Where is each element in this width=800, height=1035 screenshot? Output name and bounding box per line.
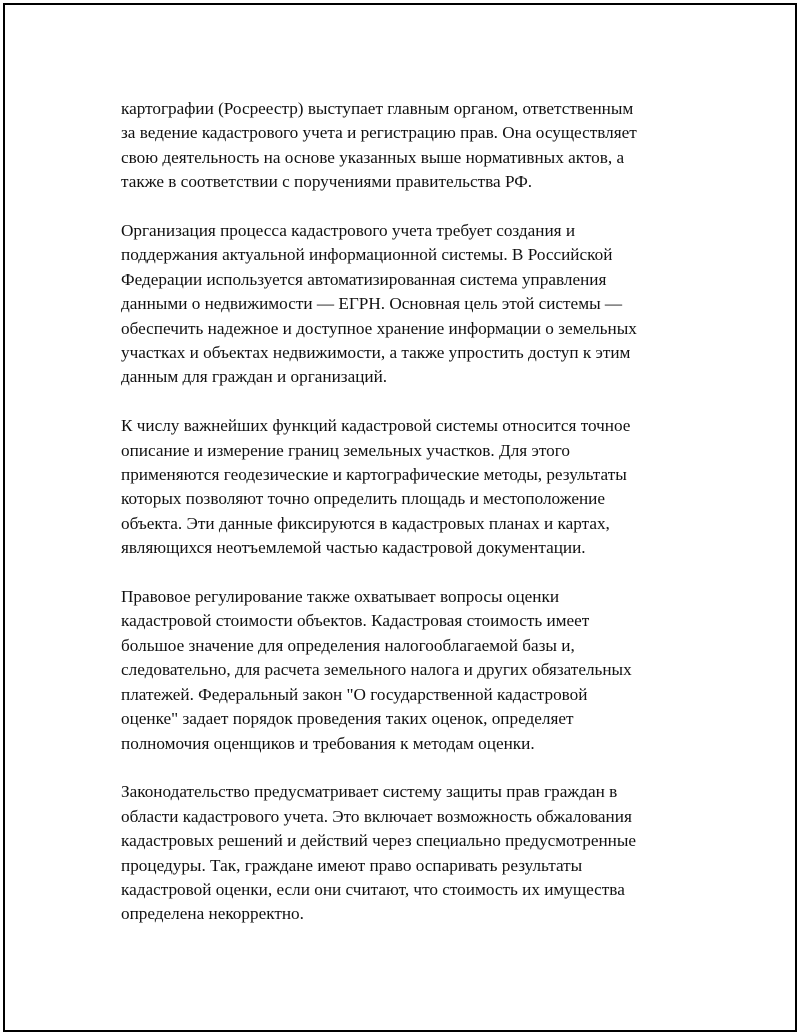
paragraph-3: К числу важнейших функций кадастровой системы относится точное описание и измерение границ земельных участков. Для этого применяются геодезические и картографические методы, результаты которых позволяют точно определить площадь и местоположение объекта. Эти данные фиксируются в кадастровых планах и картах, являющихся неотъемлемой частью кадастровой документации. — [121, 416, 631, 558]
paragraph-2: Организация процесса кадастрового учета требует создания и поддержания актуальной информационной системы. В Российской Федерации используется автоматизированная система управления данными о недвижимости — ЕГРН. Основная цель этой системы — обеспечить надежное и доступное хранение информации о земельных участках и объектах недвижимости, а также упростить доступ к этим данным для граждан и организаций. — [121, 221, 637, 387]
paragraph-4: Правовое регулирование также охватывает вопросы оценки кадастровой стоимости объектов. Кадастровая стоимость имеет большое значение для определения налогооблагаемой базы и, следовательно, для расчета земельного налога и других обязательных платежей. Федеральный закон "О государственной кадастровой оценке" задает порядок проведения таких оценок, определяет полномочия оценщиков и требования к методам оценки. — [121, 587, 632, 753]
paragraph-5: Законодательство предусматривает систему защиты прав граждан в области кадастрового учета. Это включает возможность обжалования кадастровых решений и действий через специально предусмотренные процедуры. Так, граждане имеют право оспаривать результаты кадастровой оценки, если они считают, что стоимость их имущества определена некорректно. — [121, 782, 637, 924]
document-body — [121, 97, 681, 951]
document-page — [3, 3, 797, 1032]
paragraph-1: картографии (Росреестр) выступает главным органом, ответственным за ведение кадастрового учета и регистрацию прав. Она осуществляет свою деятельность на основе указанных выше нормативных актов, а также в соответствии с поручениями правительства РФ. — [121, 99, 637, 192]
